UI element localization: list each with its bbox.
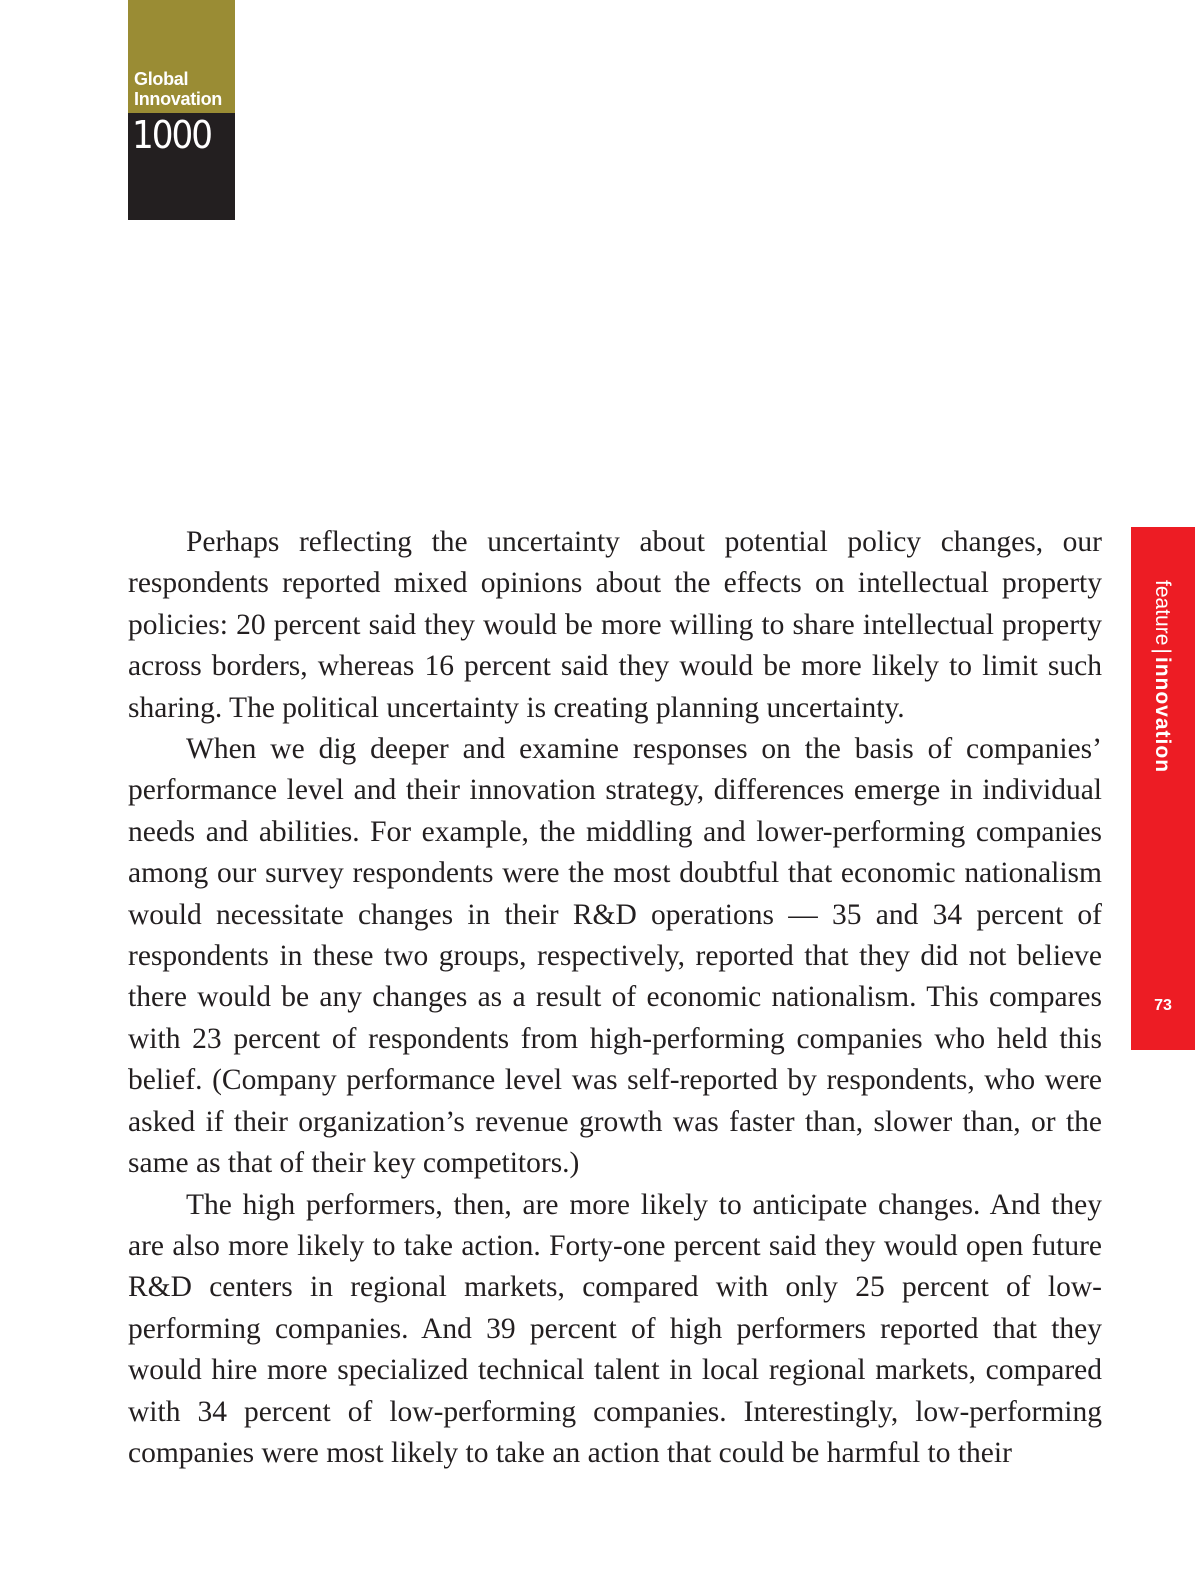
section-label-separator: | (1151, 648, 1174, 654)
section-label-feature: feature (1151, 580, 1174, 646)
logo-line-innovation: Innovation (134, 89, 222, 109)
logo-top-panel (128, 0, 235, 113)
logo-line-global: Global (134, 69, 189, 89)
page-number: 73 (1154, 997, 1172, 1014)
article-body (128, 522, 1102, 1474)
logo-bottom-panel (128, 113, 235, 220)
section-label-topic: innovation (1151, 656, 1174, 774)
global-innovation-1000-logo (128, 0, 235, 220)
section-label (1150, 580, 1174, 773)
paragraph: The high performers, then, are more likely to anticipate changes. And they are also more likely to take action. Forty-one percent said they would open future R&D centers in regional markets, compared with only 25 percent of low-performing companies. And 39 percent of high performers reported that they would hire more specialized technical talent in local regional markets, compared with 34 percent of low-performing companies. Interestingly, low-performing companies were most likely to take an action that could be harmful to their (128, 1188, 1102, 1469)
paragraph: When we dig deeper and examine responses on the basis of companies’ performance level and their innovation strategy, differences emerge in individual needs and abilities. For example, the middling and lower-performing companies among our survey respondents were the most doubtful that economic nationalism would necessitate changes in their R&D operations — 35 and 34 percent of respondents in these two groups, respectively, reported that they did not believe there would be any changes as a result of economic nationalism. This compares with 23 percent of respondents from high-performing companies who held this belief. (Company performance level was self-reported by respondents, who were asked if their organization’s revenue growth was faster than, slower than, or the same as that of their key competitors.) (128, 733, 1102, 1180)
logo-number: 1000 (132, 113, 211, 157)
paragraph: Perhaps reflecting the uncertainty about potential policy changes, our respondents reported mixed opinions about the effects on intellectual property policies: 20 percent said they would be more willing to share intellectual property across borders, whereas 16 percent said they would be more likely to limit such sharing. The political uncertainty is creating planning uncertainty. (128, 526, 1102, 724)
